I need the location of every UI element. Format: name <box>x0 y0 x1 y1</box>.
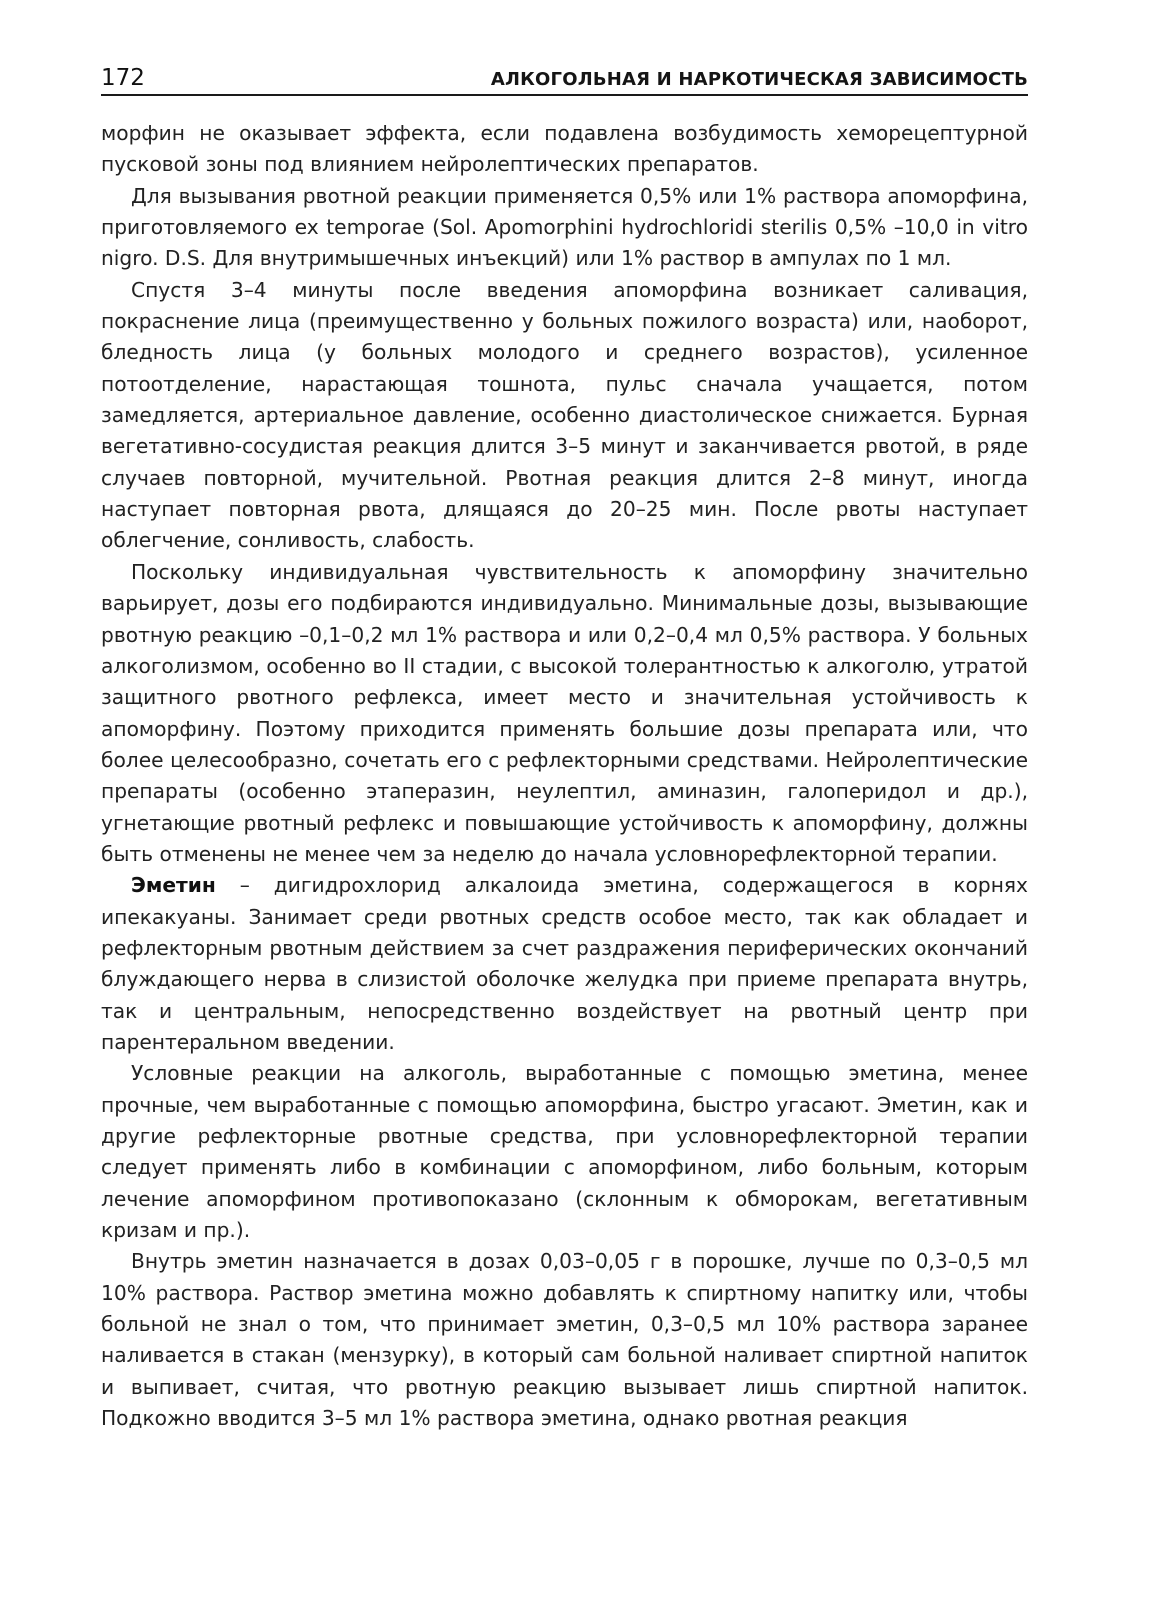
paragraph-apomorphine-sensitivity: Поскольку индивидуальная чувствительность к апоморфину значительно варьирует, дозы его подбираются индивидуально. Минимальные дозы, вызывающие рвотную реакцию –0,1–0,2 мл 1% раствора и или 0,2–0,4 мл 0,5% раствора. У больных алкоголизмом, особенно во II стадии, с высокой толерантностью к алкоголю, утратой защитного рвотного рефлекса, имеет место и значительная устойчивость к апоморфину. Поэтому приходится применять большие дозы препарата или, что более целесообразно, сочетать его с рефлекторными средствами. Нейролептические препараты (особенно этаперазин, неулептил, аминазин, галоперидол и др.), угнетающие рвотный рефлекс и повышающие устойчивость к апоморфину, должны быть отменены не менее чем за неделю до начала условнорефлекторной терапии. <box>101 559 1028 866</box>
running-title: АЛКОГОЛЬНАЯ И НАРКОТИЧЕСКАЯ ЗАВИСИМОСТЬ <box>490 69 1028 90</box>
paragraph-apomorphine-dosage-form: Для вызывания рвотной реакции применяется 0,5% или 1% раствора апоморфина, приготовляемого ex temporae (Sol. Apomorphini hydrochloridi sterilis 0,5% –10,0 in vitro nigro. D.S. Для внутримышечных инъекций) или 1% раствор в ампулах по 1 мл. <box>101 183 1028 271</box>
page-number: 172 <box>101 65 145 91</box>
emetine-definition-text: – дигидрохлорид алкалоида эметина, содержащегося в корнях ипекакуаны. Занимает среди рвотных средств особое место, так как обладает и рефлекторным рвотным действием за счет раздражения периферических окончаний блуждающего нерва в слизистой оболочке желудка при приеме препарата внутрь, так и центральным, непосредственно воздействует на рвотный центр при парентеральном введении. <box>101 873 1028 1054</box>
book-page <box>101 56 1028 1434</box>
body-text <box>101 118 1028 1434</box>
running-header <box>101 56 1028 96</box>
paragraph-apomorphine-reaction: Спустя 3–4 минуты после введения апоморфина возникает саливация, покраснение лица (преимущественно у больных пожилого возраста) или, наоборот, бледность лица (у больных молодого и среднего возрастов), усиленное потоотделение, нарастающая тошнота, пульс сначала учащается, потом замедляется, артериальное давление, особенно диастолическое снижается. Бурная вегетативно-сосудистая реакция длится 3–5 минут и заканчивается рвотой, в ряде случаев повторной, мучительной. Рвотная реакция длится 2–8 минут, иногда наступает повторная рвота, длящаяся до 20–25 мин. После рвоты наступает облегчение, сонливость, слабость. <box>101 277 1028 553</box>
term-emetine: Эметин <box>131 873 216 898</box>
paragraph-emetine-conditioned-reactions: Условные реакции на алкоголь, выработанные с помощью эметина, менее прочные, чем выработанные с помощью апоморфина, быстро угасают. Эметин, как и другие рефлекторные рвотные средства, при условнорефлекторной терапии следует применять либо в комбинации с апоморфином, либо больным, которым лечение апоморфином противопоказано (склонным к обморокам, вегетативным кризам и пр.). <box>101 1061 1028 1243</box>
paragraph-continuation: морфин не оказывает эффекта, если подавлена возбудимость хеморецептурной пусковой зоны под влиянием нейролептических препаратов. <box>101 121 1028 177</box>
paragraph-emetine-definition <box>101 870 1028 1058</box>
paragraph-emetine-dosage: Внутрь эметин назначается в дозах 0,03–0,05 г в порошке, лучше по 0,3–0,5 мл 10% раствора. Раствор эметина можно добавлять к спиртному напитку или, чтобы больной не знал о том, что принимает эметин, 0,3–0,5 мл 10% раствора заранее наливается в стакан (мензурку), в который сам больной наливает спиртной напиток и выпивает, считая, что рвотную реакцию вызывает лишь спиртной напиток. Подкожно вводится 3–5 мл 1% раствора эметина, однако рвотная реакция <box>101 1249 1028 1431</box>
